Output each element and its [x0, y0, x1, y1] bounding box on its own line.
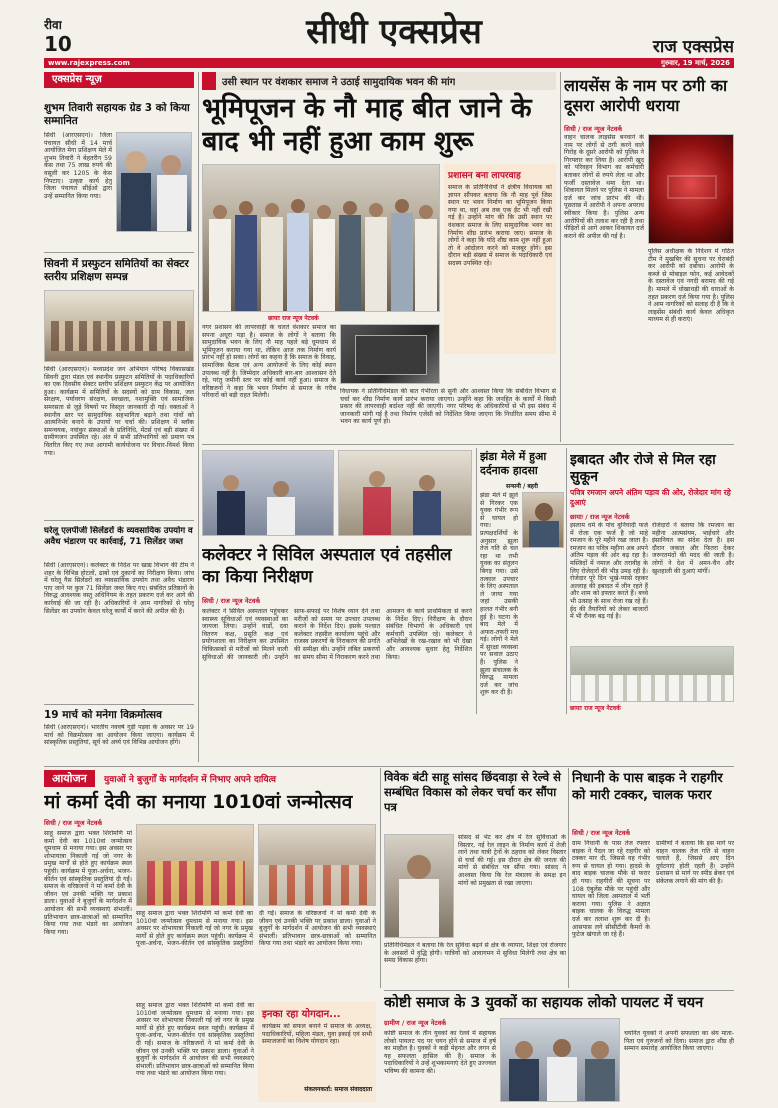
story-lpg-body: सिधी (आरएसएन)। कलेक्टर के निर्देश पर खाद्य विभाग की टीम ने शहर के विभिन्न होटलों, ढाबों एवं दुकानों का निरीक्षण किया। जांच में घरेलू गैस सिलेंडरों का व्यवसायिक उपयोग तथा अवैध भंडारण पाए जाने पर कुल 71 सिलेंडर जब्त किए गए। संबंधित प्रतिष्ठानों के विरुद्ध आवश्यक वस्तु अधिनियम के तहत प्रकरण दर्ज कर आगे की कार्रवाई की जा रही है। अधिकारियों ने आम नागरिकों से घरेलू सिलेंडर का उपयोग केवल घरेलू कार्यों में करने की अपील की है। [44, 562, 194, 615]
collector-photo-2 [338, 450, 472, 536]
aayojan-body-cont: साहू समाज द्वारा भक्त शिरोमणि मां कर्मा देवी का 1010वां जन्मोत्सव धूमधाम से मनाया गया। इस अवसर पर शोभायात्रा निकाली गई जो नगर के प्रमुख मार्गों से होते हुए कार्यक्रम स्थल पहुंची। कार्यक्रम में पूजा-अर्चना, भजन-कीर्तन एवं सांस्कृतिक प्रस्तुतियां दी गईं। समाज के वरिष्ठजनों ने मां कर्मा देवी के जीवन एवं उनकी भक्ति पर प्रकाश डाला। युवाओं ने बुजुर्गों के मार्गदर्शन में आयोजन की सभी व्यवस्थाएं संभालीं। प्रतिभावान छात्र-छात्राओं को सम्मानित किया गया तथा भंडारे का आयोजन किया गया। [136, 910, 376, 948]
issue-date: गुरुवार, 19 मार्च, 2026 [661, 59, 730, 67]
kicker-text: उसी स्थान पर वंशकार समाज ने उठाई सामुदायिक भवन की मांग [222, 77, 456, 88]
contribution-sign: संकलनकर्ता: समाज संवाददाता [304, 1086, 372, 1093]
aayojan-tag: आयोजन [44, 770, 95, 787]
license-body-2: पुलिस अधीक्षक के निर्देशन में गठित टीम ने मुखबिर की सूचना पर घेराबंदी कर आरोपी को दबोचा। आरोपी के कब्जे से मोबाइल फोन, कई आवेदकों के दस्तावेज एवं नगदी बरामद की गई है। मामले में धोखाधड़ी की धाराओं के तहत प्रकरण दर्ज किया गया है। पुलिस ने आम नागरिकों को सलाह दी है कि वे लाइसेंस संबंधी कार्य केवल अधिकृत माध्यम से ही कराएं। [648, 248, 734, 324]
ibadat-caption: छायाः राज न्यूज नेटवर्क [570, 705, 621, 712]
foundation-stone-photo [340, 324, 440, 384]
top-story [202, 72, 556, 442]
vivek-body-2: प्रतिनिधिमंडल ने बताया कि रेल सुविधा बढ़ने से क्षेत्र के व्यापार, शिक्षा एवं रोजगार के अवसरों में वृद्धि होगी। यात्रियों को आवागमन में सुविधा मिलेगी तथा क्षेत्र का समग्र विकास होगा। [384, 942, 566, 965]
shubham-photo [116, 132, 192, 232]
karma-devi-photo-2 [258, 824, 376, 906]
aayojan-byline: सिधी / राज न्यूज नेटवर्क [44, 819, 103, 827]
ibadat-body: इस्लाम धर्म के पांच बुनियादी फर्ज में रोजा एक फर्ज है जो माहे रमजान के पूरे महीने रखा जाता है। रमजान का पवित्र महीना अब अपने अंतिम पड़ाव की ओर बढ़ रहा है। मस्जिदों में नमाज और तरावीह के लिए रोजेदारों की भीड़ उमड़ रही है। रोजेदार पूरे दिन भूखे-प्यासे रहकर अल्लाह की इबादत में लीन रहते हैं और शाम को इफ्तार करते हैं। बच्चे भी उत्साह के साथ रोजा रख रहे हैं। ईद की तैयारियों को लेकर बाजारों में भी रौनक बढ़ गई है। [570, 522, 648, 621]
vivek-body: सांसद से भेंट कर क्षेत्र में रेल सुविधाओं के विस्तार, नई रेल लाइन के निर्माण कार्य में तेजी लाने तथा यात्री ट्रेनों के ठहराव को लेकर विस्तार से चर्चा की गई। इस दौरान क्षेत्र की जनता की मांगों से संबंधित पत्र सौंपा गया। सांसद ने आश्वस्त किया कि रेल मंत्रालय के समक्ष इन मांगों को प्रमुखता से रखा जाएगा। [458, 834, 566, 887]
story-vikram-body: सिधी (आरएसएन)। भारतीय नववर्ष गुड़ी पड़वा के अवसर पर 19 मार्च को विक्रमोत्सव का आयोजन किया जाएगा। कार्यक्रम में सांस्कृतिक प्रस्तुतियां, सूर्य को अर्घ्य एवं विभिन्न आयोजन होंगे। [44, 724, 194, 747]
website-url[interactable]: www.rajexpress.com [48, 59, 130, 67]
masthead [44, 8, 734, 64]
license-byline: सिधी / राज न्यूज नेटवर्क [564, 125, 623, 133]
collector-byline: सिधी / राज न्यूज नेटवर्क [202, 597, 261, 605]
ibadat-headline-visible: इबादत और रोजे से मिल रहा सुकून [570, 452, 716, 485]
left-column [44, 72, 194, 762]
ibadat-body-2: रोजेदारों ने बताया कि रमजान का महीना आत्मसंयम, भाईचारे और इंसानियत का संदेश देता है। इस दौरान जकात और फितरा देकर जरूरतमंदों की मदद की जाती है। लोगों ने देश में अमन-चैन और खुशहाली की दुआएं मांगीं। [652, 522, 734, 575]
nidhani-byline: सिधी / राज न्यूज नेटवर्क [572, 829, 631, 837]
delegation-photo [202, 164, 440, 312]
page-number: 10 [44, 32, 72, 56]
ibadat-block [480, 448, 734, 714]
story-sivni-body: सिधी (आरएसएन)। मध्यप्रदेश जन अभियान परिषद विकासखंड सिवनी द्वारा मंडल एवं स्थानीय प्रस्फुटन समितियों के पदाधिकारियों का एक दिवसीय सेक्टर स्तरीय प्रशिक्षण प्रस्फुटन केंद्र पर आयोजित हुआ। कार्यक्रम में समितियों के सदस्यों को ग्राम विकास, जल संरक्षण, पर्यावरण संरक्षण, स्वच्छता, नशामुक्ति एवं सामाजिक समरसता से जुड़े विषयों पर विस्तृत जानकारी दी गई। वक्ताओं ने स्थानीय स्तर पर सामुदायिक सहभागिता बढ़ाने तथा गांवों को आत्मनिर्भर बनाने के उपायों पर चर्चा की। प्रशिक्षण में ब्लॉक समन्वयक, नवांकुर संस्थाओं के प्रतिनिधि, मेंटर्स एवं बड़ी संख्या में ग्रामीणजन उपस्थित रहे। अंत में सभी प्रतिभागियों को प्रमाण पत्र वितरित किए गए तथा आगामी कार्ययोजना पर विचार-विमर्श किया गया। [44, 366, 194, 457]
contribution-head: इनका रहा योगदान... [262, 1009, 341, 1020]
city-label: रीवा [44, 18, 62, 32]
karma-devi-photo-1 [136, 824, 254, 906]
vivek-headline: विवेक बंटी साहू सांसद छिंदवाड़ा से रेल्वे से सम्बंधित विकास को लेकर चर्चा कर सौंपा पत्र [384, 770, 561, 814]
license-story [564, 72, 734, 442]
nidhani-story [572, 768, 734, 988]
brand-name: राज एक्सप्रेस [652, 37, 734, 57]
collector-story [202, 448, 472, 714]
aayojan-body: साहू समाज द्वारा भक्त शिरोमणि मां कर्मा देवी का 1010वां जन्मोत्सव धूमधाम से मनाया गया। इस अवसर पर शोभायात्रा निकाली गई जो नगर के प्रमुख मार्गों से होते हुए कार्यक्रम स्थल पहुंची। कार्यक्रम में पूजा-अर्चना, भजन-कीर्तन एवं सांस्कृतिक प्रस्तुतियां दी गईं। समाज के वरिष्ठजनों ने मां कर्मा देवी के जीवन एवं उनकी भक्ति पर प्रकाश डाला। युवाओं ने बुजुर्गों के मार्गदर्शन में आयोजन की सभी व्यवस्थाएं संभालीं। प्रतिभावान छात्र-छात्राओं को सम्मानित किया गया तथा भंडारे का आयोजन किया गया। [44, 830, 132, 936]
contribution-box [258, 1002, 376, 1102]
story-sivni-headline: सिवनी में प्रस्फुटन समितियों का सेक्टर स्तरीय प्रशिक्षण सम्पन्न [44, 258, 189, 283]
top-story-headline: भूमिपूजन के नौ माह बीत जाने के बाद भी नहीं हुआ काम शुरू [202, 93, 532, 157]
koshti-youth-photo [500, 1018, 620, 1102]
sivni-photo [44, 290, 194, 362]
koshti-headline: कोष्टी समाज के 3 युवकों का सहायक लोको पायलट में चयन [384, 995, 704, 1011]
collector-body: कलेक्टर ने सिविल अस्पताल पहुंचकर स्वास्थ्य सुविधाओं एवं व्यवस्थाओं का जायजा लिया। उन्होंने वार्डों, दवा वितरण कक्ष, प्रसूति कक्ष एवं प्रयोगशाला का निरीक्षण कर उपस्थित चिकित्सकों से मरीजों को मिलने वाली सुविधाओं की जानकारी ली। उन्होंने साफ-सफाई पर विशेष ध्यान देने तथा मरीजों को समय पर उपचार उपलब्ध कराने के निर्देश दिए। इसके पश्चात कलेक्टर तहसील कार्यालय पहुंचे और राजस्व प्रकरणों के निराकरण की प्रगति की समीक्षा की। उन्होंने लंबित प्रकरणों का समय सीमा में निराकरण करने तथा आमजन के कार्य प्राथमिकता से करने के निर्देश दिए। निरीक्षण के दौरान संबंधित विभागों के अधिकारी एवं कर्मचारी उपस्थित रहे। कलेक्टर ने अभिलेखों के रख-रखाव को भी देखा और आवश्यक सुधार हेतु निर्देशित किया। [202, 608, 472, 661]
nidhani-headline: निधानी के पास बाइक ने राहगीर को मारी टक्कर, चालक फरार [572, 771, 723, 803]
header-bar [44, 58, 734, 68]
koshti-body: कोष्टी समाज के तीन युवकों का रेलवे में सहायक लोको पायलट पद पर चयन होने से समाज में हर्ष का माहौल है। युवकों ने कड़ी मेहनत और लगन से यह सफलता हासिल की है। समाज के पदाधिकारियों ने उन्हें शुभकामनाएं देते हुए उज्ज्वल भविष्य की कामना की। [384, 1030, 496, 1075]
aayojan-section [44, 768, 376, 1104]
side-panel-head: प्रशासन बना लापरवाह [448, 171, 521, 181]
koshti-body-2: चयनित युवकों ने अपनी सफलता का श्रेय माता-पिता एवं गुरुजनों को दिया। समाज द्वारा शीघ्र ही सम्मान समारोह आयोजित किया जाएगा। [624, 1030, 734, 1053]
aayojan-body-extra: साहू समाज द्वारा भक्त शिरोमणि मां कर्मा देवी का 1010वां जन्मोत्सव धूमधाम से मनाया गया। इस अवसर पर शोभायात्रा निकाली गई जो नगर के प्रमुख मार्गों से होते हुए कार्यक्रम स्थल पहुंची। कार्यक्रम में पूजा-अर्चना, भजन-कीर्तन एवं सांस्कृतिक प्रस्तुतियां दी गईं। समाज के वरिष्ठजनों ने मां कर्मा देवी के जीवन एवं उनकी भक्ति पर प्रकाश डाला। युवाओं ने बुजुर्गों के मार्गदर्शन में आयोजन की सभी व्यवस्थाएं संभालीं। प्रतिभावान छात्र-छात्राओं को सम्मानित किया गया तथा भंडारे का आयोजन किया गया। [136, 1002, 254, 1078]
contribution-body: कार्यक्रम को सफल बनाने में समाज के अध्यक्ष, पदाधिकारियों, महिला मंडल, युवा इकाई एवं सभी समाजजनों का विशेष योगदान रहा। [262, 1023, 372, 1046]
collector-headline: कलेक्टर ने सिविल अस्पताल एवं तहसील का किया निरीक्षण [202, 545, 452, 587]
nidhani-body-2: ग्रामीणों ने बताया कि इस मार्ग पर वाहन चालक तेज गति से वाहन चलाते हैं, जिससे आए दिन दुर्घटनाएं होती रहती हैं। उन्होंने प्रशासन से मार्ग पर स्पीड ब्रेकर एवं संकेतक लगाने की मांग की है। [656, 840, 734, 885]
license-body: वाहन चालक लाइसेंस बनवाने के नाम पर लोगों से ठगी करने वाले गिरोह के दूसरे आरोपी को पुलिस ने गिरफ्तार कर लिया है। आरोपी खुद को परिवहन विभाग का कर्मचारी बताकर लोगों से रुपये लेता था और फर्जी दस्तावेज थमा देता था। शिकायत मिलने पर पुलिस ने मामला दर्ज कर जांच प्रारंभ की थी। पूछताछ में आरोपी ने अपना अपराध स्वीकार किया है। पुलिस अन्य आरोपियों की तलाश कर रही है तथा पीड़ितों से आगे आकर शिकायत दर्ज कराने की अपील की गई है। [564, 134, 644, 240]
side-panel-body: समाज के प्रतिनिधियों ने क्षेत्रीय विधायक को ज्ञापन सौंपकर बताया कि नौ माह पूर्व जिस स्थान पर भवन निर्माण का भूमिपूजन किया गया था, वहां अब तक एक ईंट भी नहीं रखी गई है। उन्होंने मांग की कि उसी स्थान पर वंशकार समाज के लिए सामुदायिक भवन का निर्माण शीघ्र प्रारंभ कराया जाए। समाज के लोगों ने कहा कि यदि शीघ्र काम शुरू नहीं हुआ तो वे आंदोलन करने को मजबूर होंगे। इस दौरान बड़ी संख्या में समाज के पदाधिकारी एवं सदस्य उपस्थित रहे। [448, 184, 552, 267]
nidhani-body: ग्राम निधानी के पास तेज रफ्तार बाइक ने पैदल जा रहे राहगीर को टक्कर मार दी, जिससे वह गंभीर रूप से घायल हो गया। हादसे के बाद बाइक चालक मौके से फरार हो गया। राहगीरों की सूचना पर 108 एंबुलेंस मौके पर पहुंची और घायल को जिला अस्पताल में भर्ती कराया गया। पुलिस ने अज्ञात बाइक चालक के विरुद्ध मामला दर्ज कर तलाश शुरू कर दी है। आसपास लगे सीसीटीवी कैमरों के फुटेज खंगाले जा रहे हैं। [572, 840, 650, 939]
vivek-photo [384, 834, 454, 938]
jhanda-headline: झंडा मेले में हुआ दर्दनाक हादसा [480, 450, 547, 477]
section-label: एक्सप्रेस न्यूज़ [44, 72, 194, 88]
top-story-body-b: विधायक ने प्रतिनिधिमंडल की बात गंभीरता से सुनी और आश्वस्त किया कि संबंधित विभाग से चर्चा कर शीघ्र निर्माण कार्य प्रारंभ कराया जाएगा। उन्होंने कहा कि जनहित के कार्यों में किसी प्रकार की लापरवाही बर्दाश्त नहीं की जाएगी। नगर परिषद के अधिकारियों से भी इस संबंध में जानकारी मांगी गई है तथा निर्माण एजेंसी को निर्देशित किया जाएगा कि निर्धारित समय सीमा में भवन का कार्य पूर्ण हो। [340, 388, 556, 426]
side-panel [444, 164, 556, 354]
top-story-body-a: नगर प्रशासन की लापरवाही के चलते वंशकार समाज का सपना अधूरा पड़ा है। समाज के लोगों ने बताया कि सामुदायिक भवन के लिए नौ माह पहले बड़े धूमधाम से भूमिपूजन कराया गया था, लेकिन आज तक निर्माण कार्य प्रारंभ नहीं हो सका। लोगों का कहना है कि समाज के विवाह, सामाजिक बैठक एवं अन्य आयोजनों के लिए कोई स्थान उपलब्ध नहीं है। जिम्मेदार अधिकारी बार-बार आश्वासन देते रहे, परंतु जमीनी स्तर पर कोई कार्य नहीं हुआ। समाज के वरिष्ठजनों ने कहा कि भवन निर्माण से समाज के गरीब परिवारों को बड़ी राहत मिलेगी। [202, 324, 336, 400]
paper-title: सीधी एक्सप्रेस [306, 12, 482, 52]
top-story-kicker [202, 72, 556, 90]
aayojan-kicker: युवाओं ने बुजुर्गों के मार्गदर्शन में निभाए अपने दायित्व [104, 775, 276, 785]
license-headline: लायसेंस के नाम पर ठगी का दूसरा आरोपी धराया [564, 76, 728, 115]
story-lpg-headline: घरेलू एलपीजी सिलेंडरों के व्यवसायिक उपयोग व अवैध भंडारण पर कार्रवाई, 71 सिलेंडर जब्त [44, 526, 193, 547]
jhanda-byline: सन्सनी / बहरी [506, 483, 538, 490]
delegation-photo-caption: छायाः राज न्यूज नेटवर्क [268, 315, 319, 322]
aayojan-headline: मां कर्मा देवी का मनाया 1010वां जन्मोत्सव [44, 791, 353, 813]
koshti-byline: ग्रामीण / राज न्यूज नेटवर्क [384, 1019, 447, 1027]
fraud-graphic [648, 134, 734, 244]
ramzan-prayer-photo [570, 646, 734, 702]
koshti-story [384, 994, 734, 1104]
vivek-story [384, 768, 566, 988]
jhanda-body: झंडा मेले में झूले से गिरकर एक युवक गंभीर रूप से घायल हो गया। प्रत्यक्षदर्शियों के अनुसार झूला तेज गति से चल रहा था तभी युवक का संतुलन बिगड़ गया। उसे तत्काल उपचार के लिए अस्पताल ले जाया गया जहां उसकी हालत गंभीर बनी हुई है। घटना के बाद मेले में अफरा-तफरी मच गई। लोगों ने मेले में सुरक्षा व्यवस्था पर सवाल उठाए हैं। पुलिस ने झूला संचालक के विरुद्ध मामला दर्ज कर जांच शुरू कर दी है। [480, 492, 518, 697]
collector-photo-1 [202, 450, 334, 536]
story-vikram-headline: 19 मार्च को मनेगा विक्रमोत्सव [44, 709, 162, 721]
story-shubham-headline: शुभम तिवारी सहायक ग्रेड 3 को किया सम्मानित [44, 102, 190, 127]
ibadat-subhead: पवित्र रमजान अपने अंतिम पड़ाव की ओर, रोजेदार मांग रहे दुआएं [570, 488, 731, 507]
ibadat-byline: छायाः / राज न्यूज नेटवर्क [570, 513, 630, 521]
story-shubham-body: सिधी (आरएसएन)। जिला पंचायत सीधी में 14 मार्च आयोजित मेगा प्रशिक्षण मेले में शुभम तिवारी ने बेहतरीन 59 केस तथा 75 लाख रुपये की वसूली कर 1205 के केस निपटाए। उत्कृष्ट कार्य हेतु जिला पंचायत सीईओ द्वारा उन्हें सम्मानित किया गया। [44, 132, 112, 200]
